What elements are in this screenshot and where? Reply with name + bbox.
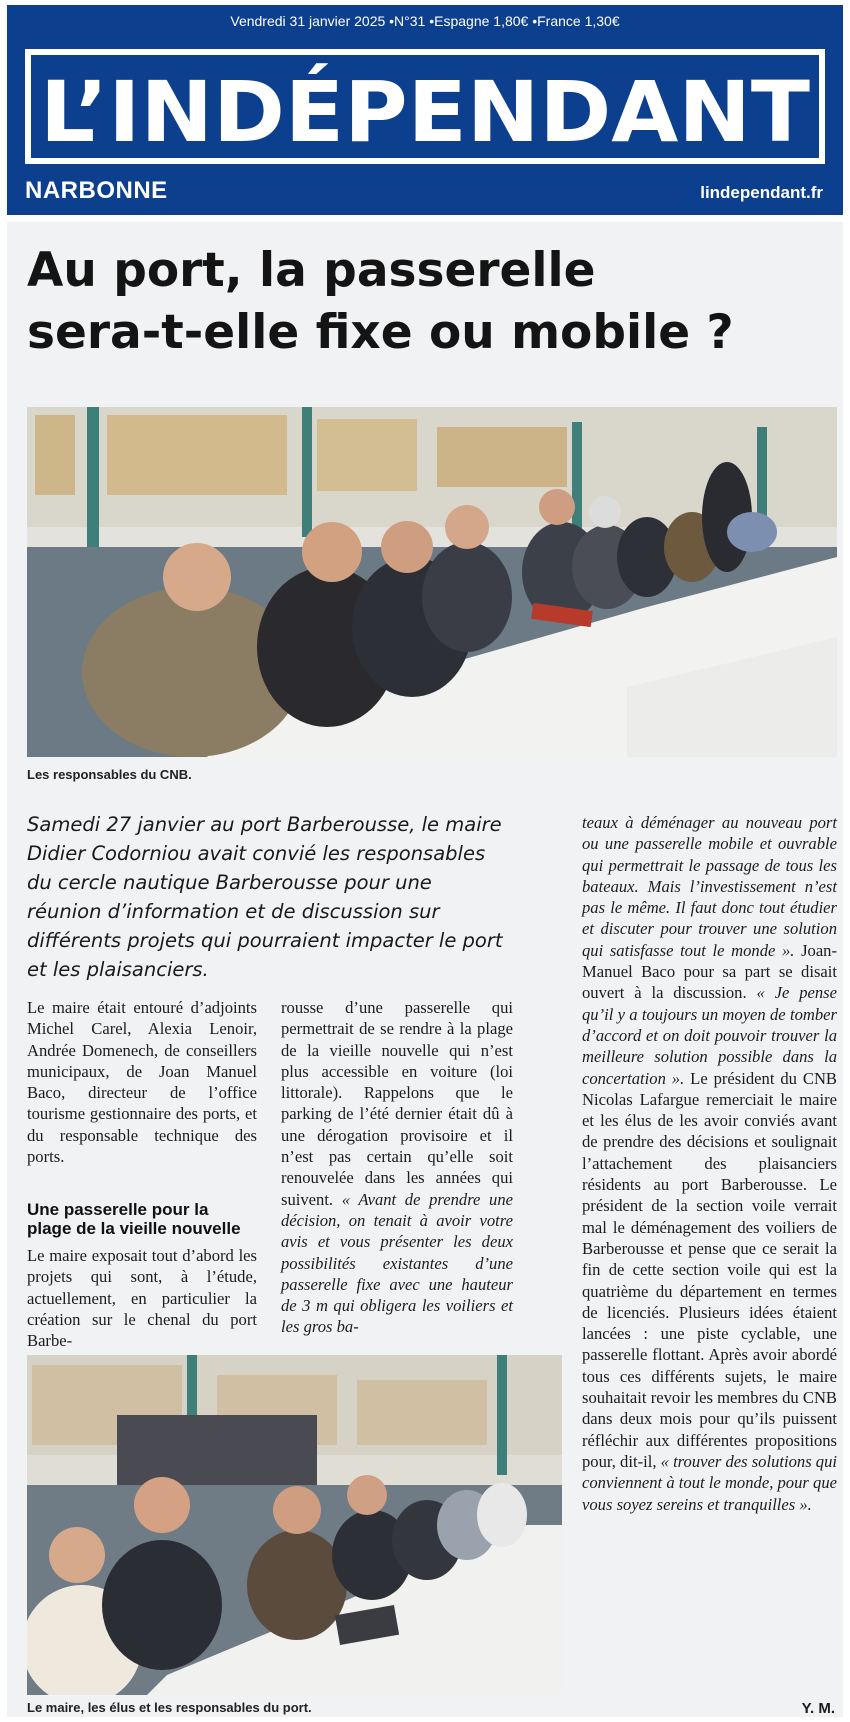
body-column-1: Le maire était entouré d’adjoints Michel Carel, Alexia Lenoir, Andrée Domenech, de conseillers municipaux, de Joan Manuel Baco, directeur de l’office tourisme gestionnaire des ports, et du responsable technique des ports.: [27, 998, 257, 1167]
col-3-text-b: Le président du CNB Nicolas Lafargue remerciait le maire et les élus de les avoir conviés avant de prendre des décisions et soulignait l’attachement des plaisanciers résidents au port Barberousse. Le président de la section voile verrait mal le déménagement des voiliers de Barberousse et pense que ce serait la fin de cette section voile qui est la quatrième du département en termes de licenciés. Plusieurs idées étaient lancées : une piste cyclable, une passerelle flottant. Après avoir abordé tous ces différents sujets, le maire souhaitait revoir les membres du CNB dans deux mois pour qu’ils puissent réfléchir aux différentes propositions pour, dit-il,: [582, 1068, 837, 1471]
logo-text: L’INDÉPENDANT: [40, 63, 811, 161]
newspaper-logo: [25, 49, 825, 164]
col-3-quote-b: « Je pense qu’il y a toujours un moyen de tomber d’accord et on doit pouvoir trouver la meilleure solution possible dans la concertation ».: [582, 983, 837, 1088]
photo-2-illustration: [27, 1355, 562, 1695]
article-subhead: Une passerelle pour la plage de la vieille nouvelle: [27, 1200, 241, 1238]
photo-2-caption: Le maire, les élus et les responsables du port.: [27, 1700, 312, 1715]
col-3-quote-c: « trouver des solutions qui conviennent à tout le monde, pour que vous soyez sereins et tranquilles ».: [582, 1451, 838, 1514]
article-lede: Samedi 27 janvier au port Barberousse, le maire Didier Codorniou avait convié les responsables du cercle nautique Barberousse pour une réunion d’information et de discussion sur différents projets qui pourraient impacter le port et les plaisanciers.: [27, 813, 503, 981]
col-3-text-a: Joan-Manuel Baco pour sa part se disait ouvert à la discussion.: [582, 940, 838, 1003]
author-byline: Y. M.: [801, 1700, 835, 1717]
meeting-photo-1: [27, 407, 837, 757]
article-headline: [27, 240, 837, 364]
headline-line-1: Au port, la passerelle: [27, 243, 596, 298]
col-3-quote-a: teaux à déménager au nouveau port ou une passerelle mobile et ouvrable qui permettrait le passage de tous les bateaux. Mais l’investissement n’est pas le même. Il faut donc tout étudier et discuter pour trouver une solution qui satisfasse tout le monde ».: [582, 813, 837, 960]
headline-line-2: sera-t-elle fixe ou mobile ?: [27, 305, 734, 360]
col-2-quote: « Avant de prendre une décision, on tenait à avoir votre avis et vous présenter les deux possibilités existantes d’une passerelle fixe avec une hauteur de 3 m qui obligera les voiliers et les gros ba-: [281, 1189, 513, 1337]
body-column-2: [281, 997, 513, 1338]
site-url[interactable]: lindependant.fr: [700, 183, 823, 202]
photo-1-illustration: [27, 407, 837, 757]
body-column-1b: Le maire exposait tout d’abord les projets qui sont, à l’étude, actuellement, en particulier la création sur le chenal du port Barbe-: [27, 1246, 257, 1351]
section-name: NARBONNE: [25, 177, 168, 204]
col-2-text: rousse d’une passerelle qui permettrait de se rendre à la plage de la vieille nouvelle qui n’est plus accessible en voiture (loi littorale). Rappelons que le parking de l’été dernier était dû à une dérogation provisoire et il n’est pas certain qu’elle soit renouvelée dans les années qui suivent.: [281, 998, 513, 1209]
photo-1-caption: Les responsables du CNB.: [27, 767, 192, 782]
body-column-3: [582, 812, 837, 1515]
masthead: [7, 5, 843, 215]
article: [7, 222, 843, 1717]
edition-info: Vendredi 31 janvier 2025 •N°31 •Espagne 1,80€ •France 1,30€: [230, 13, 620, 29]
meeting-photo-2: [27, 1355, 562, 1695]
